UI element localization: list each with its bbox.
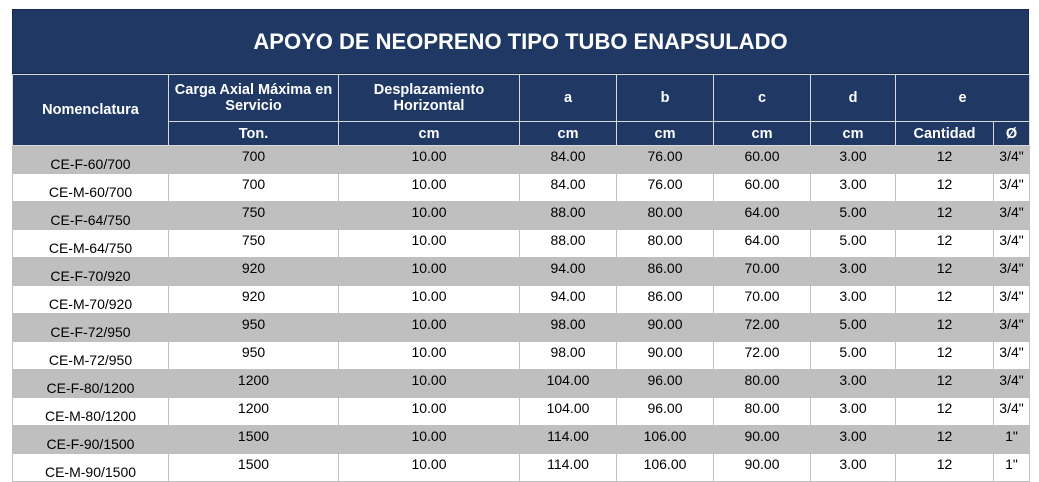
cell-b: 76.00 (617, 146, 714, 174)
cell-b: 96.00 (617, 398, 714, 426)
col-header-nomenclatura: Nomenclatura (13, 75, 169, 146)
cell-c: 80.00 (714, 398, 811, 426)
cell-a: 104.00 (520, 398, 617, 426)
cell-diametro: 3/4" (994, 314, 1030, 342)
cell-c: 64.00 (714, 230, 811, 258)
cell-a: 88.00 (520, 202, 617, 230)
cell-b: 96.00 (617, 370, 714, 398)
cell-desplazamiento: 10.00 (339, 230, 520, 258)
cell-diametro: 3/4" (994, 342, 1030, 370)
unit-desplazamiento: cm (339, 122, 520, 146)
cell-diametro: 3/4" (994, 398, 1030, 426)
cell-d: 3.00 (811, 454, 896, 482)
unit-c: cm (714, 122, 811, 146)
cell-desplazamiento: 10.00 (339, 202, 520, 230)
cell-desplazamiento: 10.00 (339, 174, 520, 202)
cell-b: 76.00 (617, 174, 714, 202)
col-header-carga: Carga Axial Máxima en Servicio (169, 75, 339, 122)
neoprene-bearing-table (12, 9, 1029, 482)
cell-b: 80.00 (617, 202, 714, 230)
cell-nomenclatura: CE-M-72/950 (13, 342, 169, 370)
cell-desplazamiento: 10.00 (339, 398, 520, 426)
cell-nomenclatura: CE-F-70/920 (13, 258, 169, 286)
cell-diametro: 3/4" (994, 370, 1030, 398)
cell-a: 98.00 (520, 314, 617, 342)
cell-desplazamiento: 10.00 (339, 258, 520, 286)
cell-a: 114.00 (520, 426, 617, 454)
cell-cantidad: 12 (896, 314, 994, 342)
cell-a: 88.00 (520, 230, 617, 258)
cell-c: 72.00 (714, 314, 811, 342)
cell-carga: 1200 (169, 398, 339, 426)
unit-cantidad: Cantidad (896, 122, 994, 146)
col-header-d: d (811, 75, 896, 122)
cell-carga: 950 (169, 314, 339, 342)
table-row (13, 314, 1030, 342)
cell-c: 90.00 (714, 426, 811, 454)
cell-diametro: 3/4" (994, 230, 1030, 258)
table-row (13, 258, 1030, 286)
cell-c: 90.00 (714, 454, 811, 482)
cell-diametro: 1" (994, 426, 1030, 454)
cell-carga: 920 (169, 286, 339, 314)
cell-desplazamiento: 10.00 (339, 342, 520, 370)
cell-d: 3.00 (811, 286, 896, 314)
cell-cantidad: 12 (896, 202, 994, 230)
col-header-desplazamiento: Desplazamiento Horizontal (339, 75, 520, 122)
cell-b: 80.00 (617, 230, 714, 258)
header-row (13, 75, 1030, 122)
unit-carga: Ton. (169, 122, 339, 146)
col-header-a: a (520, 75, 617, 122)
cell-d: 3.00 (811, 426, 896, 454)
cell-c: 64.00 (714, 202, 811, 230)
cell-a: 84.00 (520, 146, 617, 174)
cell-d: 5.00 (811, 342, 896, 370)
cell-d: 3.00 (811, 258, 896, 286)
cell-cantidad: 12 (896, 370, 994, 398)
cell-d: 3.00 (811, 370, 896, 398)
cell-desplazamiento: 10.00 (339, 454, 520, 482)
cell-b: 106.00 (617, 426, 714, 454)
cell-b: 86.00 (617, 286, 714, 314)
cell-b: 106.00 (617, 454, 714, 482)
cell-cantidad: 12 (896, 174, 994, 202)
cell-c: 60.00 (714, 146, 811, 174)
cell-desplazamiento: 10.00 (339, 314, 520, 342)
specs-table (12, 74, 1030, 482)
cell-diametro: 3/4" (994, 146, 1030, 174)
cell-diametro: 3/4" (994, 174, 1030, 202)
cell-diametro: 3/4" (994, 286, 1030, 314)
cell-desplazamiento: 10.00 (339, 286, 520, 314)
unit-b: cm (617, 122, 714, 146)
cell-diametro: 3/4" (994, 258, 1030, 286)
table-row (13, 454, 1030, 482)
cell-nomenclatura: CE-M-80/1200 (13, 398, 169, 426)
table-row (13, 398, 1030, 426)
cell-a: 98.00 (520, 342, 617, 370)
cell-b: 86.00 (617, 258, 714, 286)
cell-nomenclatura: CE-F-60/700 (13, 146, 169, 174)
cell-desplazamiento: 10.00 (339, 426, 520, 454)
cell-d: 3.00 (811, 146, 896, 174)
cell-nomenclatura: CE-M-70/920 (13, 286, 169, 314)
col-header-c: c (714, 75, 811, 122)
cell-cantidad: 12 (896, 398, 994, 426)
cell-diametro: 3/4" (994, 202, 1030, 230)
table-row (13, 342, 1030, 370)
cell-nomenclatura: CE-F-80/1200 (13, 370, 169, 398)
cell-c: 60.00 (714, 174, 811, 202)
cell-nomenclatura: CE-M-90/1500 (13, 454, 169, 482)
cell-cantidad: 12 (896, 286, 994, 314)
table-body (13, 146, 1030, 482)
cell-cantidad: 12 (896, 146, 994, 174)
cell-carga: 750 (169, 202, 339, 230)
cell-nomenclatura: CE-F-90/1500 (13, 426, 169, 454)
cell-cantidad: 12 (896, 342, 994, 370)
cell-carga: 920 (169, 258, 339, 286)
cell-carga: 700 (169, 146, 339, 174)
cell-c: 72.00 (714, 342, 811, 370)
cell-cantidad: 12 (896, 230, 994, 258)
cell-a: 94.00 (520, 286, 617, 314)
unit-diametro: Ø (994, 122, 1030, 146)
cell-desplazamiento: 10.00 (339, 146, 520, 174)
table-title: APOYO DE NEOPRENO TIPO TUBO ENAPSULADO (12, 9, 1029, 74)
cell-c: 70.00 (714, 258, 811, 286)
unit-d: cm (811, 122, 896, 146)
col-header-e: e (896, 75, 1030, 122)
cell-a: 84.00 (520, 174, 617, 202)
cell-d: 5.00 (811, 314, 896, 342)
cell-carga: 700 (169, 174, 339, 202)
cell-d: 3.00 (811, 398, 896, 426)
cell-d: 3.00 (811, 174, 896, 202)
table-row (13, 230, 1030, 258)
cell-carga: 950 (169, 342, 339, 370)
cell-nomenclatura: CE-M-64/750 (13, 230, 169, 258)
table-row (13, 370, 1030, 398)
cell-c: 80.00 (714, 370, 811, 398)
cell-a: 114.00 (520, 454, 617, 482)
cell-nomenclatura: CE-F-64/750 (13, 202, 169, 230)
table-row (13, 202, 1030, 230)
cell-b: 90.00 (617, 314, 714, 342)
cell-c: 70.00 (714, 286, 811, 314)
cell-d: 5.00 (811, 230, 896, 258)
table-row (13, 426, 1030, 454)
table-row (13, 286, 1030, 314)
cell-cantidad: 12 (896, 258, 994, 286)
cell-nomenclatura: CE-F-72/950 (13, 314, 169, 342)
cell-carga: 750 (169, 230, 339, 258)
cell-nomenclatura: CE-M-60/700 (13, 174, 169, 202)
cell-a: 104.00 (520, 370, 617, 398)
cell-a: 94.00 (520, 258, 617, 286)
cell-cantidad: 12 (896, 426, 994, 454)
col-header-b: b (617, 75, 714, 122)
cell-diametro: 1" (994, 454, 1030, 482)
cell-carga: 1500 (169, 454, 339, 482)
cell-d: 5.00 (811, 202, 896, 230)
cell-carga: 1500 (169, 426, 339, 454)
table-row (13, 174, 1030, 202)
table-row (13, 146, 1030, 174)
cell-b: 90.00 (617, 342, 714, 370)
unit-a: cm (520, 122, 617, 146)
cell-cantidad: 12 (896, 454, 994, 482)
cell-desplazamiento: 10.00 (339, 370, 520, 398)
cell-carga: 1200 (169, 370, 339, 398)
